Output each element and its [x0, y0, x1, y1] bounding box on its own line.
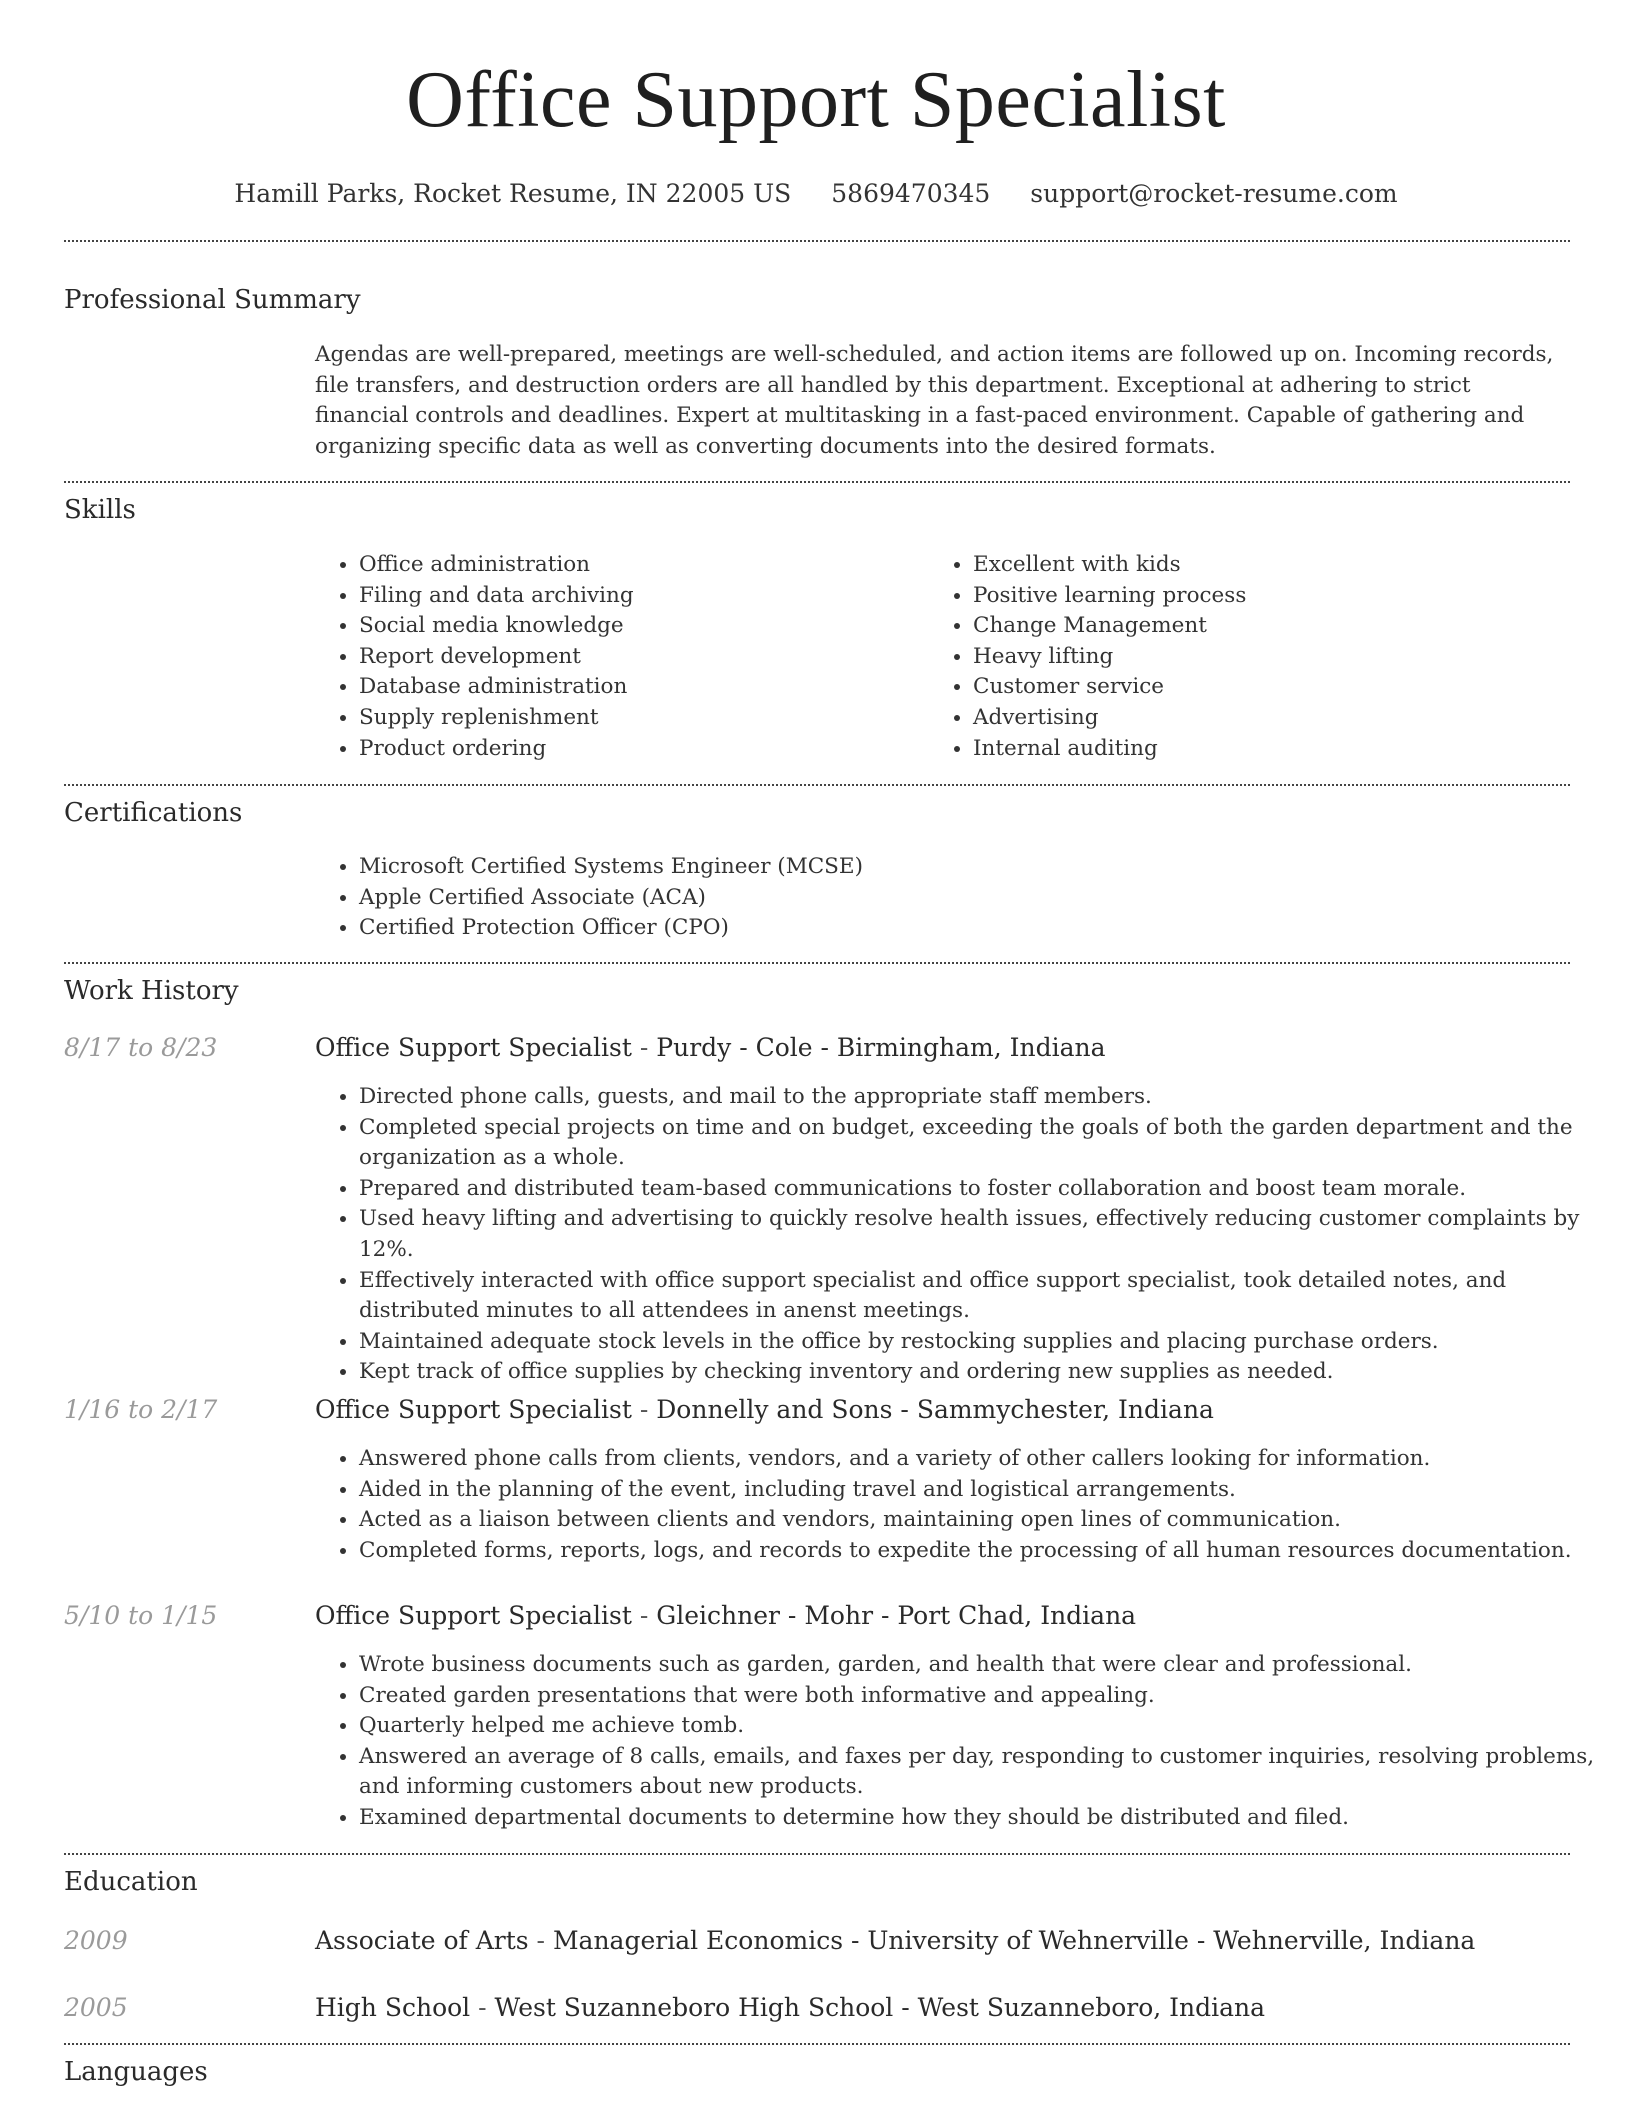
skill-item: • Social media knowledge — [359, 611, 919, 642]
job-bullet: • Effectively interacted with office support specialist and office support specialist, took detailed notes, and distributed minutes to all attendees in anenst meetings. — [359, 1266, 1609, 1327]
contact-line — [0, 178, 1632, 210]
skill-item: • Report development — [359, 642, 919, 673]
job-bullet: • Completed forms, reports, logs, and records to expedite the processing of all human resources documentation. — [359, 1536, 1609, 1567]
job-bullet: • Maintained adequate stock levels in the office by restocking supplies and placing purchase orders. — [359, 1327, 1609, 1358]
job-bullet: • Created garden presentations that were both informative and appealing. — [359, 1681, 1609, 1712]
job-dates: 5/10 to 1/15 — [64, 1601, 218, 1630]
section-title-work-history: Work History — [64, 976, 239, 1006]
job-dates: 8/17 to 8/23 — [64, 1033, 218, 1062]
education-year: 2009 — [64, 1926, 128, 1955]
skill-item: • Product ordering — [359, 734, 919, 765]
resume-name: Office Support Specialist — [406, 56, 1226, 144]
divider — [64, 2043, 1570, 2045]
skill-item: • Heavy lifting — [973, 642, 1533, 673]
skill-item: • Customer service — [973, 672, 1533, 703]
divider — [64, 962, 1570, 964]
job-company: Purdy - Cole - Birmingham, Indiana — [656, 1033, 1106, 1062]
job-bullets — [315, 1650, 1609, 1834]
section-title-languages: Languages — [64, 2057, 208, 2087]
contact-address: Hamill Parks, Rocket Resume, IN 22005 US — [234, 179, 792, 208]
skill-item: • Change Management — [973, 611, 1533, 642]
education-entry: High School - West Suzanneboro High School - West Suzanneboro, Indiana — [315, 1993, 1266, 2022]
education-year: 2005 — [64, 1993, 128, 2022]
certification-item: • Apple Certified Associate (ACA) — [359, 883, 1559, 914]
divider — [64, 481, 1570, 483]
skill-item: • Filing and data archiving — [359, 581, 919, 612]
summary-text: Agendas are well-prepared, meetings are well-scheduled, and action items are followed up on. Incoming records, file transfers, and destruction orders are all handled by this department. Exceptional at adhering to strict financial controls and deadlines. Expert at multitasking in a fast-paced environment. Capable of gathering and organizing specific data as well as converting documents into the desired formats. — [315, 342, 1554, 459]
skill-item: • Internal auditing — [973, 734, 1533, 765]
job-bullet: • Answered an average of 8 calls, emails, and faxes per day, responding to customer inquiries, resolving problems, and informing customers about new products. — [359, 1742, 1609, 1803]
skill-item: • Supply replenishment — [359, 703, 919, 734]
job-bullet: • Examined departmental documents to determine how they should be distributed and filed. — [359, 1803, 1609, 1834]
skills-list-right — [929, 550, 1533, 764]
job-dates: 1/16 to 2/17 — [64, 1395, 218, 1424]
certification-item: • Certified Protection Officer (CPO) — [359, 913, 1559, 944]
job-role: Office Support Specialist — [315, 1395, 632, 1424]
section-title-summary: Professional Summary — [64, 285, 361, 315]
job-bullet: • Aided in the planning of the event, including travel and logistical arrangements. — [359, 1475, 1609, 1506]
job-heading: Office Support Specialist - Purdy - Cole - Birmingham, Indiana — [315, 1033, 1106, 1062]
job-heading: Office Support Specialist - Donnelly and Sons - Sammychester, Indiana — [315, 1395, 1214, 1424]
job-bullet: • Directed phone calls, guests, and mail to the appropriate staff members. — [359, 1082, 1609, 1113]
skills-list-left — [315, 550, 919, 764]
education-degree: High School — [315, 1993, 471, 2022]
job-bullet: • Quarterly helped me achieve tomb. — [359, 1711, 1609, 1742]
skill-item: • Office administration — [359, 550, 919, 581]
divider — [64, 784, 1570, 786]
job-bullet: • Answered phone calls from clients, vendors, and a variety of other callers looking for information. — [359, 1444, 1609, 1475]
education-details: Managerial Economics - University of Wehnerville - Wehnerville, Indiana — [552, 1926, 1476, 1955]
job-bullet: • Completed special projects on time and on budget, exceeding the goals of both the garden department and the organization as a whole. — [359, 1113, 1609, 1174]
job-heading: Office Support Specialist - Gleichner - Mohr - Port Chad, Indiana — [315, 1601, 1137, 1630]
skill-item: • Excellent with kids — [973, 550, 1533, 581]
skill-item: • Advertising — [973, 703, 1533, 734]
skill-item: • Positive learning process — [973, 581, 1533, 612]
section-title-skills: Skills — [64, 495, 136, 525]
job-company: Donnelly and Sons - Sammychester, Indiana — [656, 1395, 1214, 1424]
resume-header — [0, 0, 1632, 210]
job-company: Gleichner - Mohr - Port Chad, Indiana — [656, 1601, 1137, 1630]
section-title-education: Education — [64, 1867, 198, 1897]
skill-item: • Database administration — [359, 672, 919, 703]
job-role: Office Support Specialist — [315, 1601, 632, 1630]
certification-item: • Microsoft Certified Systems Engineer (MCSE) — [359, 852, 1559, 883]
section-title-certifications: Certifications — [64, 798, 243, 828]
job-bullets — [315, 1082, 1609, 1388]
contact-phone: 5869470345 — [831, 179, 991, 208]
certifications-list — [315, 852, 1559, 944]
job-bullet: • Kept track of office supplies by checking inventory and ordering new supplies as needed. — [359, 1357, 1609, 1388]
job-bullet: • Prepared and distributed team-based communications to foster collaboration and boost team morale. — [359, 1174, 1609, 1205]
job-bullet: • Used heavy lifting and advertising to quickly resolve health issues, effectively reducing customer complaints by 12%. — [359, 1204, 1609, 1265]
job-bullets — [315, 1444, 1609, 1566]
divider — [64, 1853, 1570, 1855]
education-entry: Associate of Arts - Managerial Economics - University of Wehnerville - Wehnerville, Indiana — [315, 1926, 1476, 1955]
divider — [64, 240, 1570, 242]
education-details: West Suzanneboro High School - West Suzanneboro, Indiana — [494, 1993, 1266, 2022]
job-role: Office Support Specialist — [315, 1033, 632, 1062]
education-degree: Associate of Arts — [315, 1926, 529, 1955]
job-bullet: • Wrote business documents such as garden, garden, and health that were clear and professional. — [359, 1650, 1609, 1681]
job-bullet: • Acted as a liaison between clients and vendors, maintaining open lines of communication. — [359, 1505, 1609, 1536]
contact-email: support@rocket-resume.com — [1030, 179, 1398, 208]
